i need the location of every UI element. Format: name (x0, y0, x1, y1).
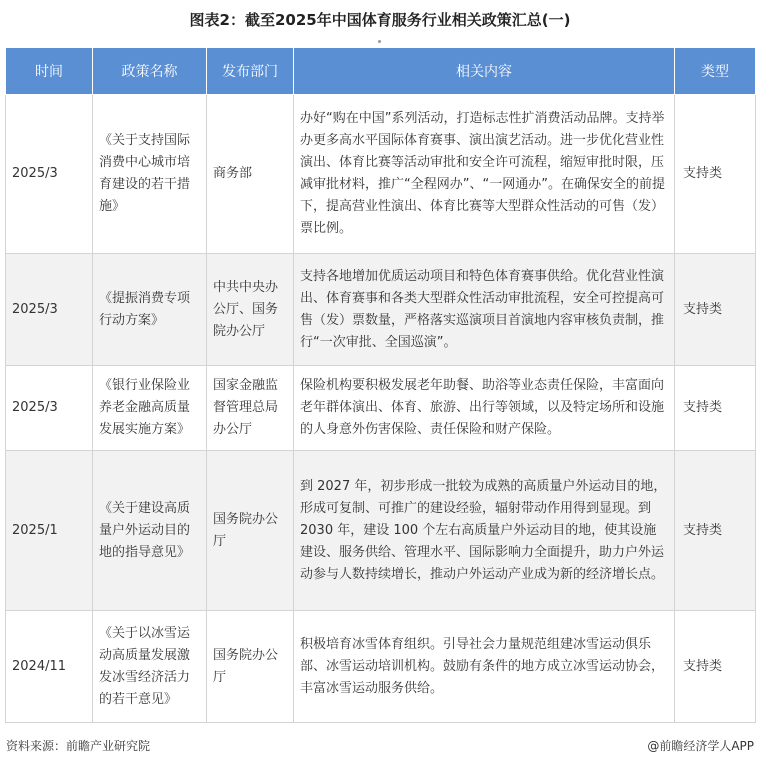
cell-content: 到 2027 年，初步形成一批较为成熟的高质量户外运动目的地，形成可复制、可推广的建设经验，辐射带动作用得到显现。到 2030 年，建设 100 个左右高质量户外运动目的地，使其设施建设、服务供给、管理水平、国际影响力全面提升，助力户外运动参与人数持续增长，推动户外运动产业成为新的经济增长点。 (294, 451, 675, 611)
header-dept: 发布部门 (207, 48, 294, 95)
cell-content: 支持各地增加优质运动项目和特色体育赛事供给。优化营业性演出、体育赛事和各类大型群众性活动审批流程，安全可控提高可售（发）票数量，严格落实巡演项目首演地内容审核负责制，推行“一次审批、全国巡演”。 (294, 254, 675, 366)
policy-table (5, 47, 756, 723)
header-content: 相关内容 (294, 48, 675, 95)
cell-type: 支持类 (675, 366, 756, 451)
table-row (6, 366, 756, 451)
cell-date: 2025/3 (6, 254, 93, 366)
source-note: 资料来源：前瞻产业研究院 (6, 739, 151, 753)
cell-name: 《关于以冰雪运动高质量发展激发冰雪经济活力的若干意见》 (93, 611, 207, 723)
divider-dot (378, 40, 381, 43)
brand-note: @前瞻经济学人APP (647, 739, 754, 753)
cell-dept: 国家金融监督管理总局办公厅 (207, 366, 294, 451)
cell-type: 支持类 (675, 95, 756, 254)
cell-content: 办好“购在中国”系列活动，打造标志性扩消费活动品牌。支持举办更多高水平国际体育赛事、演出演艺活动。进一步优化营业性演出、体育比赛等活动审批和安全许可流程，缩短审批时限，压减审批材料，推广“全程网办”、“一网通办”。在确保安全的前提下，提高营业性演出、体育比赛等大型群众性活动的可售（发）票比例。 (294, 95, 675, 254)
cell-dept: 国务院办公厅 (207, 451, 294, 611)
table-row (6, 611, 756, 723)
cell-type: 支持类 (675, 611, 756, 723)
cell-dept: 商务部 (207, 95, 294, 254)
cell-dept: 国务院办公厅 (207, 611, 294, 723)
cell-type: 支持类 (675, 254, 756, 366)
table-row (6, 95, 756, 254)
header-date: 时间 (6, 48, 93, 95)
table-header-row (6, 48, 756, 95)
cell-content: 保险机构要积极发展老年助餐、助浴等业态责任保险，丰富面向老年群体演出、体育、旅游、出行等领域，以及特定场所和设施的人身意外伤害保险、责任保险和财产保险。 (294, 366, 675, 451)
cell-name: 《关于建设高质量户外运动目的地的指导意见》 (93, 451, 207, 611)
table-row (6, 451, 756, 611)
cell-date: 2025/3 (6, 95, 93, 254)
cell-type: 支持类 (675, 451, 756, 611)
header-type: 类型 (675, 48, 756, 95)
chart-title: 图表2：截至2025年中国体育服务行业相关政策汇总(一) (189, 11, 571, 29)
cell-name: 《提振消费专项行动方案》 (93, 254, 207, 366)
cell-dept: 中共中央办公厅、国务院办公厅 (207, 254, 294, 366)
table-row (6, 254, 756, 366)
cell-name: 《关于支持国际消费中心城市培育建设的若干措施》 (93, 95, 207, 254)
cell-date: 2024/11 (6, 611, 93, 723)
cell-date: 2025/3 (6, 366, 93, 451)
cell-date: 2025/1 (6, 451, 93, 611)
header-name: 政策名称 (93, 48, 207, 95)
cell-name: 《银行业保险业养老金融高质量发展实施方案》 (93, 366, 207, 451)
cell-content: 积极培育冰雪体育组织。引导社会力量规范组建冰雪运动俱乐部、冰雪运动培训机构。鼓励有条件的地方成立冰雪运动协会，丰富冰雪运动服务供给。 (294, 611, 675, 723)
